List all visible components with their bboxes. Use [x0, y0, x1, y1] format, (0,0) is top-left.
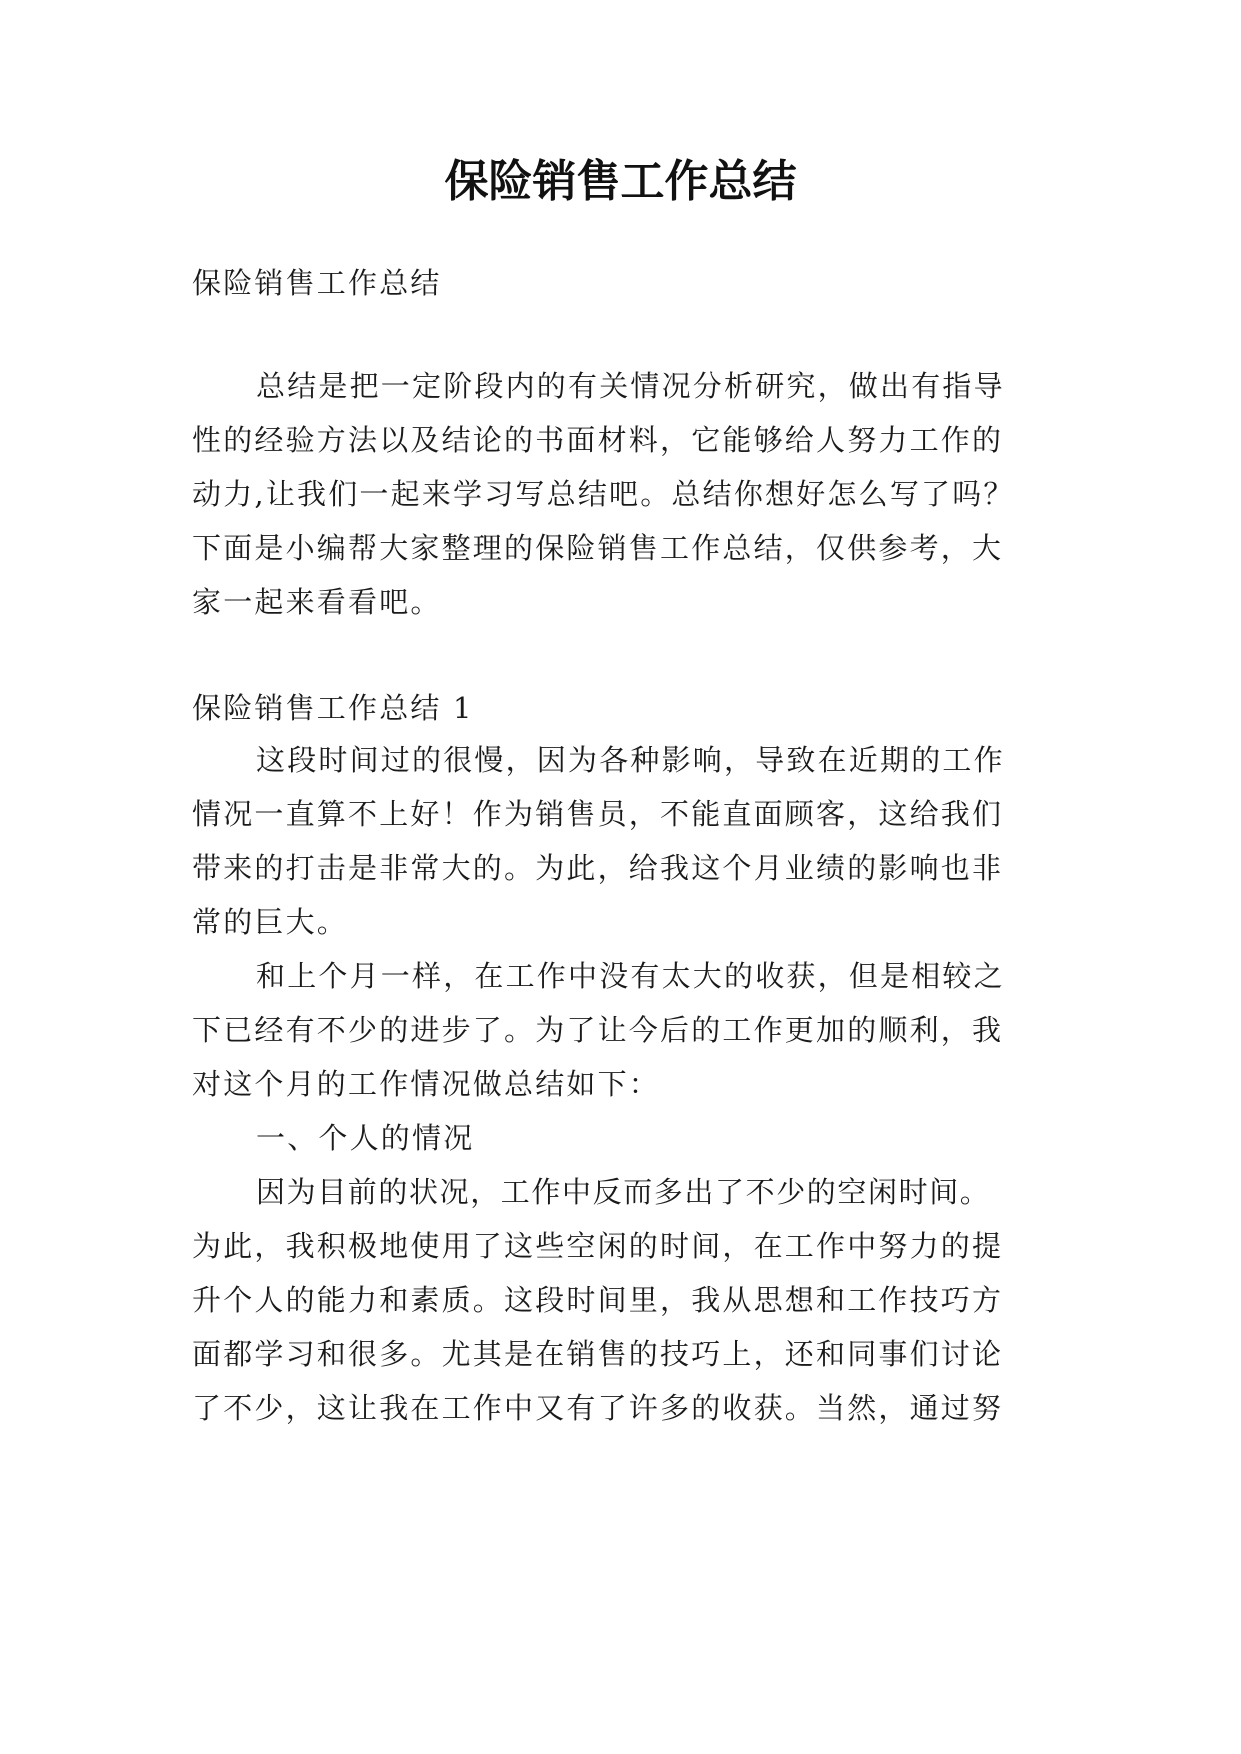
paragraph-line: 和上个月一样，在工作中没有太大的收获，但是相较之: [256, 959, 1005, 993]
item-heading: 一、个人的情况: [256, 1121, 475, 1155]
paragraph-line: 这段时间过的很慢，因为各种影响，导致在近期的工作: [256, 743, 1005, 777]
paragraph-line: 因为目前的状况，工作中反而多出了不少的空闲时间。: [256, 1175, 991, 1209]
section-heading: 保险销售工作总结 1: [192, 691, 474, 725]
intro-line: 总结是把一定阶段内的有关情况分析研究，做出有指导: [256, 369, 1005, 403]
intro-line: 性的经验方法以及结论的书面材料，它能够给人努力工作的: [192, 423, 1004, 457]
subtitle: 保险销售工作总结: [192, 266, 442, 300]
paragraph-line: 面都学习和很多。尤其是在销售的技巧上，还和同事们讨论: [192, 1337, 1004, 1371]
paragraph-line: 情况一直算不上好！作为销售员，不能直面顾客，这给我们: [192, 797, 1004, 831]
paragraph-line: 对这个月的工作情况做总结如下：: [192, 1067, 661, 1101]
paragraph-line: 带来的打击是非常大的。为此，给我这个月业绩的影响也非: [192, 851, 1004, 885]
paragraph-line: 了不少，这让我在工作中又有了许多的收获。当然，通过努: [192, 1391, 1004, 1425]
intro-line: 家一起来看看吧。: [192, 585, 442, 619]
paragraph-line: 为此，我积极地使用了这些空闲的时间，在工作中努力的提: [192, 1229, 1004, 1263]
intro-line: 动力,让我们一起来学习写总结吧。总结你想好怎么写了吗？: [192, 477, 1015, 511]
paragraph-line: 常的巨大。: [192, 905, 349, 939]
paragraph-line: 下已经有不少的进步了。为了让今后的工作更加的顺利，我: [192, 1013, 1004, 1047]
paragraph-line: 升个人的能力和素质。这段时间里，我从思想和工作技巧方: [192, 1283, 1004, 1317]
intro-line: 下面是小编帮大家整理的保险销售工作总结，仅供参考，大: [192, 531, 1004, 565]
document-title: 保险销售工作总结: [444, 156, 797, 207]
